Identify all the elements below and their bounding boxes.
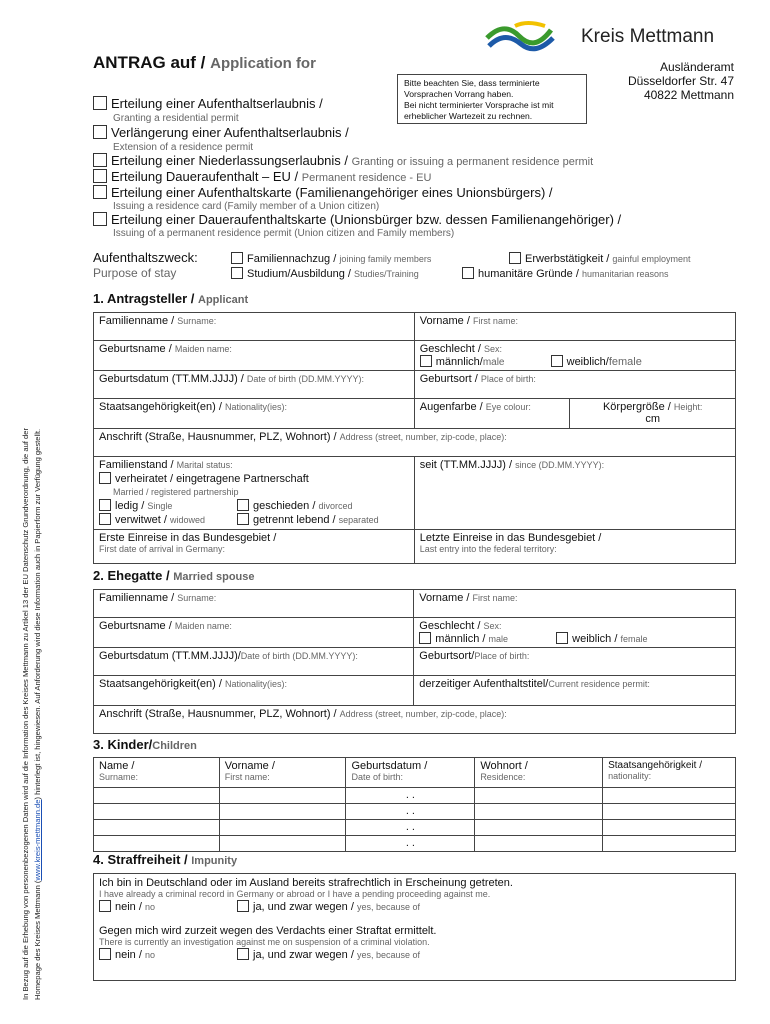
field-label-translation: First name: [472, 593, 518, 603]
option-label: verheiratet / eingetragene Partnerschaft [115, 473, 309, 485]
spouse-firstname-field[interactable] [414, 590, 736, 618]
children-col-surname [94, 758, 220, 788]
option-translation: widowed [170, 515, 206, 525]
field-label: Geschlecht / [419, 343, 484, 355]
address-line: Ausländeramt [659, 60, 734, 74]
field-label-translation: Address (street, number, zip-code, place): [339, 432, 507, 442]
option-translation: male [482, 357, 505, 368]
child-cell[interactable] [219, 820, 346, 836]
office-address [628, 60, 734, 102]
heading-german: 4. Straffreiheit / [93, 852, 192, 867]
field-label-translation: Maiden name: [174, 621, 232, 631]
option-granting-residence-permit [93, 96, 323, 111]
checkbox-investigation-yes[interactable] [237, 948, 249, 960]
logo-text: Kreis Mettmann [581, 26, 715, 47]
investigation-question-translation: There is currently an investigation against me on suspension of a criminal violation. [99, 937, 430, 947]
children-col-residence [475, 758, 603, 788]
child-dob-cell[interactable] [346, 836, 475, 852]
field-label-translation: Height: [673, 402, 703, 412]
field-label: Geburtsort/ [419, 650, 475, 662]
section-applicant-heading [93, 291, 248, 306]
checkbox-permanent-residence-card[interactable] [93, 212, 107, 226]
date-separator: . . [405, 837, 415, 849]
notice-line: Vorsprachen Vorrang haben. [404, 89, 514, 99]
option-label: humanitäre Gründe / [478, 268, 582, 280]
spouse-address-field[interactable] [94, 706, 736, 734]
option-translation: divorced [318, 501, 353, 511]
child-cell[interactable] [475, 836, 603, 852]
privacy-notice-sidebar [20, 428, 44, 1000]
option-label: männlich/ [435, 356, 483, 368]
option-translation: Permanent residence - EU [301, 172, 432, 184]
logo-waves-icon [485, 20, 555, 56]
spouse-table [93, 589, 736, 734]
checkbox-investigation-no[interactable] [99, 948, 111, 960]
child-cell[interactable] [475, 788, 603, 804]
option-label: ledig / [115, 500, 148, 512]
field-label: Geburtsort / [419, 373, 481, 385]
field-label: Geburtsname / [99, 343, 175, 355]
field-label-translation: Surname: [177, 316, 217, 326]
option-label: Erteilung einer Niederlassungserlaubnis / [111, 153, 352, 168]
field-label-translation: Last entry into the federal territory: [419, 544, 557, 554]
applicant-height-field[interactable] [570, 399, 736, 429]
column-header: Wohnort / [480, 760, 528, 772]
applicant-marital-status-field [94, 457, 415, 530]
children-col-nationality [603, 758, 736, 788]
child-cell[interactable] [94, 804, 220, 820]
field-label-translation: Address (street, number, zip-code, place): [339, 709, 507, 719]
checkbox-criminal-record-no[interactable] [99, 900, 111, 912]
appointment-notice-box [397, 74, 587, 124]
children-col-firstname [219, 758, 346, 788]
column-header: Staatsangehörigkeit / [608, 760, 703, 771]
applicant-first-entry-field[interactable] [94, 530, 415, 564]
investigation-question: Gegen mich wird zurzeit wegen des Verdachts einer Straftat ermittelt. [99, 925, 437, 937]
checkbox-granting-residence-permit[interactable] [93, 96, 107, 110]
column-header: Geburtsdatum / [351, 760, 428, 772]
field-label: Staatsangehörigkeit(en) / [99, 401, 225, 413]
option-translation: no [144, 902, 155, 912]
table-row [94, 804, 736, 820]
child-dob-cell[interactable] [346, 788, 475, 804]
child-cell[interactable] [603, 788, 736, 804]
field-label: Familienname / [99, 592, 178, 604]
table-row [94, 836, 736, 852]
field-label-translation: First name: [472, 316, 518, 326]
option-translation: separated [338, 515, 379, 525]
applicant-table [93, 312, 736, 564]
field-label: derzeitiger Aufenthaltstitel/ [419, 678, 549, 690]
field-label: Vorname / [419, 315, 473, 327]
spouse-sex-field [414, 618, 736, 648]
field-label: Anschrift (Straße, Hausnummer, PLZ, Wohnort) / [99, 708, 340, 720]
address-line: 40822 Mettmann [643, 88, 734, 102]
field-label-translation: Date of birth (DD.MM.YYYY): [246, 374, 364, 384]
option-translation: gainful employment [612, 254, 691, 264]
spouse-residence-permit-field[interactable] [414, 676, 736, 706]
applicant-sex-field [414, 341, 735, 371]
option-translation: Studies/Training [354, 269, 419, 279]
column-header-translation: Residence: [480, 772, 526, 782]
notice-line: Bitte beachten Sie, dass terminierte [404, 78, 540, 88]
spouse-maiden-name-field[interactable] [94, 618, 414, 648]
notice-line: Bei nicht terminierter Vorsprache ist mit [404, 100, 554, 110]
purpose-label: Aufenthaltszweck: [93, 250, 198, 265]
child-cell[interactable] [94, 836, 220, 852]
table-row [94, 788, 736, 804]
option-label: geschieden / [253, 500, 319, 512]
checkbox-purpose-employment[interactable] [509, 252, 521, 264]
field-label-translation: Nationality(ies): [224, 402, 287, 412]
field-label-translation: Nationality(ies): [224, 679, 287, 689]
field-label: Geburtsname / [99, 620, 175, 632]
applicant-dob-field[interactable] [94, 371, 415, 399]
column-header: Vorname / [224, 760, 275, 772]
field-label: Körpergröße / [602, 401, 674, 413]
option-label: Erteilung einer Aufenthaltskarte (Familienangehöriger eines Unionsbürgers) / [111, 185, 553, 200]
heading-english: Applicant [198, 294, 249, 306]
field-label-translation: Place of birth: [480, 374, 536, 384]
option-label: getrennt lebend / [253, 514, 339, 526]
section-impunity-heading [93, 852, 237, 867]
option-translation: humanitarian reasons [581, 269, 669, 279]
option-translation: Single [147, 501, 173, 511]
spouse-dob-field[interactable] [94, 648, 414, 676]
child-cell[interactable] [603, 836, 736, 852]
criminal-record-question: Ich bin in Deutschland oder im Ausland bereits strafrechtlich in Erscheinung getreten. [99, 877, 513, 889]
criminal-record-question-translation: I have already a criminal record in Germany or abroad or I have a pending proceeding against me. [99, 889, 491, 899]
children-table [93, 757, 736, 852]
option-residence-card [93, 185, 553, 200]
option-label: Verlängerung einer Aufenthaltserlaubnis / [111, 125, 349, 140]
field-label-translation: Marital status: [176, 460, 233, 470]
spouse-pob-field[interactable] [414, 648, 736, 676]
option-label: weiblich/ [566, 356, 609, 368]
children-col-dob [346, 758, 475, 788]
field-label: Familienname / [99, 315, 178, 327]
section-children-heading [93, 737, 197, 752]
applicant-nationality-field[interactable] [94, 399, 415, 429]
field-label: seit (TT.MM.JJJJ) / [419, 459, 516, 471]
date-separator: . . [405, 789, 415, 801]
section-spouse-heading [93, 568, 255, 583]
child-cell[interactable] [219, 788, 346, 804]
title-german: ANTRAG auf / [93, 53, 211, 72]
child-dob-cell[interactable] [346, 804, 475, 820]
page-title [93, 53, 316, 73]
child-cell[interactable] [603, 804, 736, 820]
checkbox-widowed[interactable] [99, 513, 111, 525]
child-cell[interactable] [94, 820, 220, 836]
title-english: Application for [210, 55, 316, 72]
field-label: Anschrift (Straße, Hausnummer, PLZ, Wohnort) / [99, 431, 340, 443]
checkbox-spouse-female[interactable] [556, 632, 568, 644]
applicant-pob-field[interactable] [414, 371, 735, 399]
checkbox-purpose-family[interactable] [231, 252, 243, 264]
option-translation: no [144, 950, 155, 960]
checkbox-purpose-studies[interactable] [231, 267, 243, 279]
field-label: Familienstand / [99, 459, 177, 471]
field-label-translation: Current residence permit: [548, 679, 650, 689]
privacy-notice-line1: In Bezug auf die Erhebung von personenbezogenen Daten wird auf die Information des Kreises Mettmann zu Artikel 13 der EU Datenschutz Grundverordnung, die auf der [21, 428, 30, 1000]
option-label: ja, und zwar wegen / [253, 901, 357, 913]
purpose-studies [231, 267, 419, 280]
field-label: Staatsangehörigkeit(en) / [99, 678, 225, 690]
field-label: Geburtsdatum (TT.MM.JJJJ)/ [99, 650, 241, 662]
option-label: Erwerbstätigkeit / [525, 253, 613, 265]
field-label: Augenfarbe / [419, 401, 486, 413]
privacy-notice-text: ) hinterlegt ist, hingewiesen. Auf Anforderung wird diese Information auch in Papierform zur Verfügung gestellt. [33, 428, 42, 800]
purpose-family [231, 252, 431, 265]
heading-english: Impunity [191, 855, 238, 867]
applicant-address-field[interactable] [94, 429, 736, 457]
column-header-translation: First name: [224, 772, 270, 782]
field-label-translation: Surname: [177, 593, 217, 603]
option-label: Studium/Ausbildung / [247, 268, 355, 280]
checkbox-permanent-residence-eu[interactable] [93, 169, 107, 183]
heading-german: 3. Kinder/ [93, 737, 153, 752]
option-translation: Granting a residential permit [113, 113, 239, 124]
checkbox-residence-card[interactable] [93, 185, 107, 199]
option-permanent-residence-card [93, 212, 621, 227]
spouse-surname-field[interactable] [94, 590, 414, 618]
column-header-translation: Date of birth: [351, 772, 404, 782]
option-translation: yes, because of [356, 902, 420, 912]
option-label: Familiennachzug / [247, 253, 340, 265]
checkbox-extension-residence-permit[interactable] [93, 125, 107, 139]
column-header: Name / [99, 760, 135, 772]
field-label-translation: Place of birth: [474, 651, 530, 661]
option-label: ja, und zwar wegen / [253, 949, 357, 961]
option-label: männlich / [435, 633, 489, 645]
child-cell[interactable] [219, 804, 346, 820]
field-label-translation: since (DD.MM.YYYY): [515, 460, 605, 470]
field-label: Vorname / [419, 592, 473, 604]
option-translation: female [620, 634, 648, 644]
checkbox-divorced[interactable] [237, 499, 249, 511]
applicant-eye-colour-field[interactable] [414, 399, 570, 429]
date-separator: . . [405, 805, 415, 817]
address-line: Düsseldorfer Str. 47 [627, 74, 734, 88]
applicant-marital-since-field[interactable] [414, 457, 735, 530]
kreis-mettmann-logo [485, 20, 735, 60]
option-translation: male [488, 634, 509, 644]
option-label: Erteilung einer Daueraufenthaltskarte (Unionsbürger bzw. dessen Familienangehöriger) / [111, 212, 622, 227]
child-dob-cell[interactable] [346, 820, 475, 836]
option-label: Erteilung Daueraufenthalt – EU / [111, 169, 302, 184]
option-label: nein / [115, 949, 145, 961]
checkbox-separated[interactable] [237, 513, 249, 525]
checkbox-purpose-humanitarian[interactable] [462, 267, 474, 279]
purpose-employment [509, 252, 690, 265]
heading-german: 1. Antragsteller / [93, 291, 198, 306]
option-translation: Married / registered partnership [113, 487, 239, 497]
child-cell[interactable] [219, 836, 346, 852]
column-header-translation: nationality: [608, 771, 652, 781]
column-header-translation: Surname: [99, 772, 139, 782]
option-label: verwitwet / [115, 514, 171, 526]
applicant-maiden-name-field[interactable] [94, 341, 415, 371]
field-label: Erste Einreise in das Bundesgebiet / [99, 532, 277, 544]
date-separator: . . [405, 821, 415, 833]
child-cell[interactable] [475, 820, 603, 836]
checkbox-settlement-permit[interactable] [93, 153, 107, 167]
field-label-translation: Sex: [483, 621, 502, 631]
child-cell[interactable] [603, 820, 736, 836]
applicant-firstname-field[interactable] [414, 313, 735, 341]
child-cell[interactable] [475, 804, 603, 820]
notice-line: erheblicher Wartezeit zu rechnen. [404, 111, 533, 121]
field-label-translation: Sex: [483, 344, 502, 354]
checkbox-applicant-male[interactable] [420, 355, 432, 367]
field-label: Letzte Einreise in das Bundesgebiet / [419, 532, 602, 544]
heading-english: Married spouse [173, 571, 255, 583]
purpose-label-translation: Purpose of stay [93, 266, 177, 280]
field-label-translation: Maiden name: [174, 344, 232, 354]
field-label-translation: Date of birth (DD.MM.YYYY): [240, 651, 358, 661]
height-unit: cm [645, 413, 661, 425]
heading-english: Children [152, 740, 197, 752]
option-label: nein / [115, 901, 145, 913]
option-translation: joining family members [339, 254, 432, 264]
field-label-translation: Eye colour: [485, 402, 531, 412]
option-translation: Issuing a residence card (Family member of a Union citizen) [113, 201, 380, 212]
option-translation: Extension of a residence permit [113, 142, 254, 153]
option-translation: female [608, 356, 642, 368]
option-label: Erteilung einer Aufenthaltserlaubnis / [111, 96, 323, 111]
homepage-link[interactable]: www.kreis-mettmann.de [33, 799, 42, 881]
option-settlement-permit [93, 153, 593, 168]
impunity-box [93, 873, 736, 981]
field-label-translation: First date of arrival in Germany: [99, 544, 226, 554]
applicant-surname-field[interactable] [94, 313, 415, 341]
heading-german: 2. Ehegatte / [93, 568, 174, 583]
option-translation: Granting or issuing a permanent residence permit [351, 156, 594, 168]
field-label: Geburtsdatum (TT.MM.JJJJ) / [99, 373, 247, 385]
privacy-notice-line2 [32, 428, 44, 1000]
checkbox-criminal-record-yes[interactable] [237, 900, 249, 912]
checkbox-applicant-female[interactable] [551, 355, 563, 367]
purpose-humanitarian [462, 267, 669, 280]
option-translation: yes, because of [356, 950, 420, 960]
option-extension-residence-permit [93, 125, 349, 140]
table-row [94, 820, 736, 836]
privacy-notice-text: Homepage des Kreises Mettmann ( [33, 880, 42, 1000]
checkbox-spouse-male[interactable] [419, 632, 431, 644]
option-translation: Issuing of a permanent residence permit (Union citizen and Family members) [113, 228, 455, 239]
option-label: weiblich / [572, 633, 621, 645]
option-permanent-residence-eu [93, 169, 431, 184]
checkbox-single[interactable] [99, 499, 111, 511]
field-label: Geschlecht / [419, 620, 484, 632]
spouse-nationality-field[interactable] [94, 676, 414, 706]
applicant-last-entry-field[interactable] [414, 530, 735, 564]
child-cell[interactable] [94, 788, 220, 804]
checkbox-married[interactable] [99, 472, 111, 484]
